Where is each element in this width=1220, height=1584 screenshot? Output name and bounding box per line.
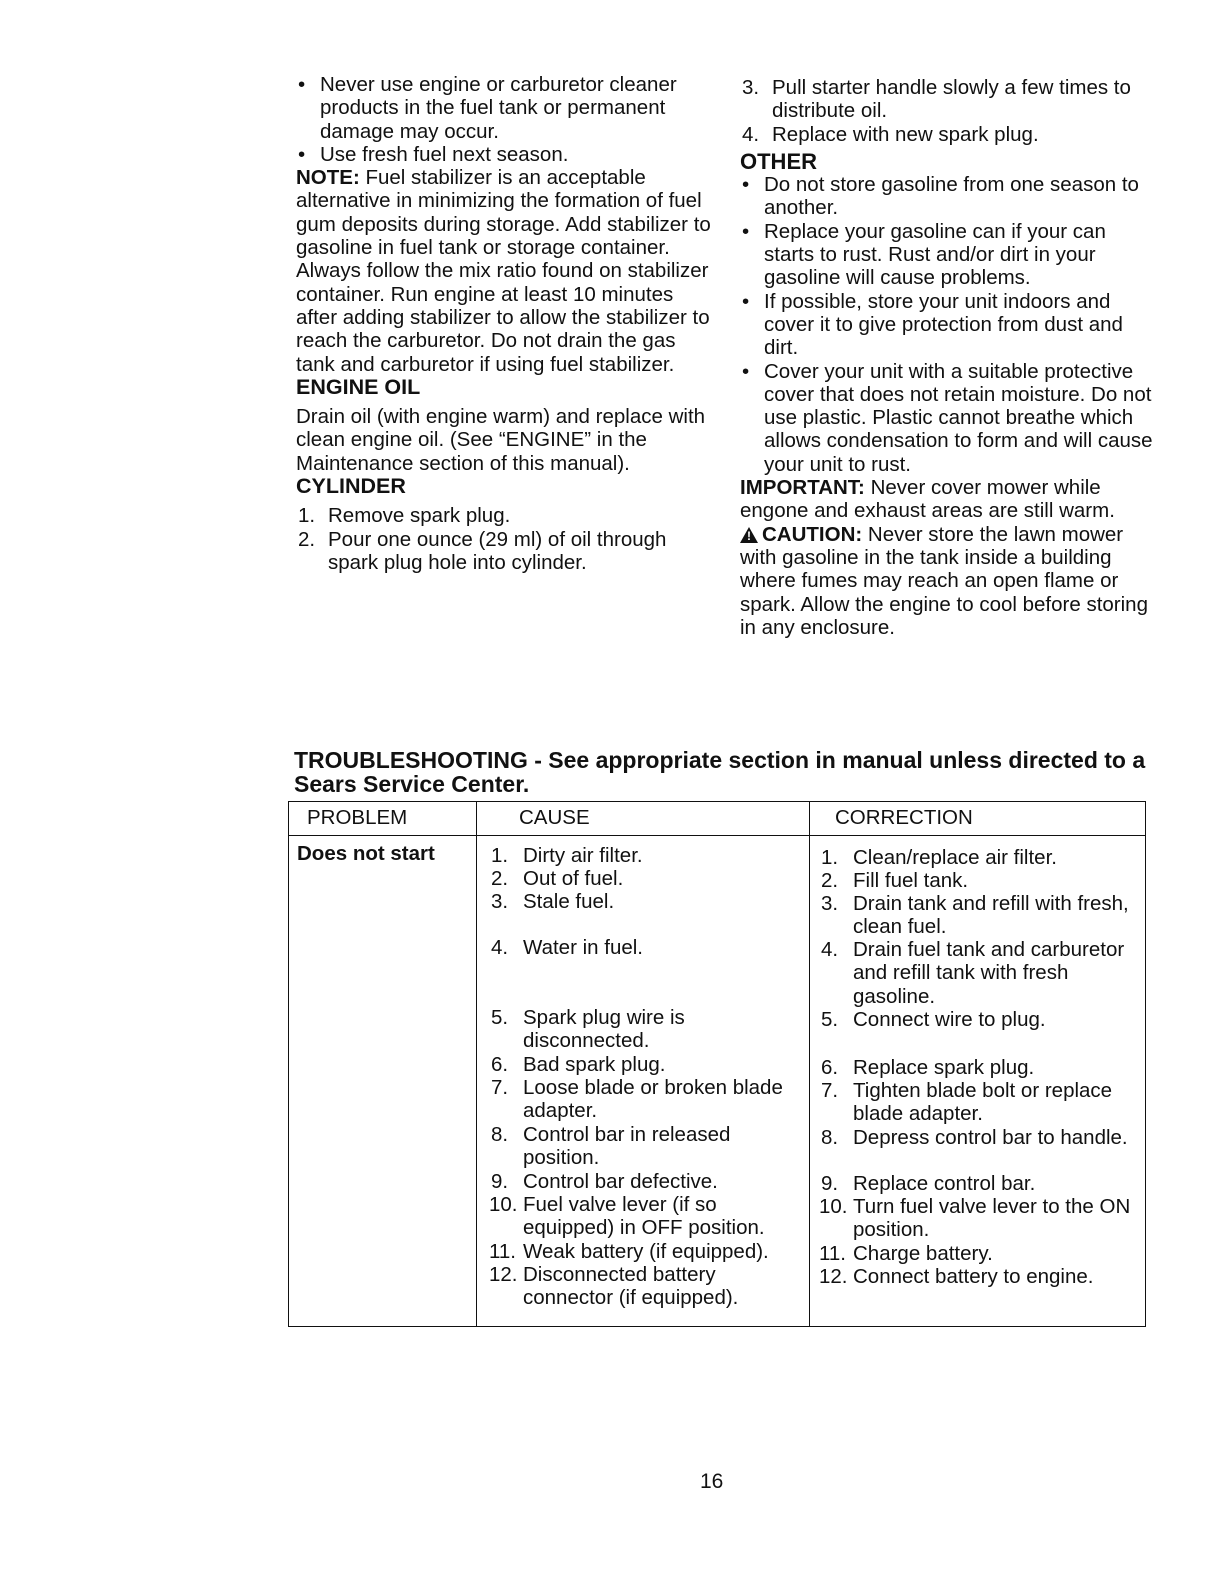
item-text: Control bar in released position. — [523, 1123, 731, 1170]
item-text: Water in fuel. — [523, 936, 644, 959]
correction-item-3 — [821, 892, 1139, 939]
note-paragraph — [296, 166, 716, 376]
item-number: 12. — [819, 1265, 848, 1288]
item-text: Depress control bar to handle. — [853, 1126, 1128, 1149]
item-text: Connect battery to engine. — [853, 1265, 1094, 1288]
correction-item-11 — [821, 1242, 1139, 1265]
other-bullet-4 — [740, 360, 1160, 476]
step-text: Remove spark plug. — [328, 504, 511, 528]
item-number: 3. — [821, 892, 839, 915]
item-text: Control bar defective. — [523, 1170, 718, 1193]
item-text: Dirty air filter. — [523, 844, 643, 867]
item-text: Spark plug wire is disconnected. — [523, 1006, 685, 1053]
item-text: Loose blade or broken blade adapter. — [523, 1076, 783, 1123]
cause-item-10 — [491, 1193, 807, 1240]
note-text: Fuel stabilizer is an acceptable alternative in minimizing the formation of fuel gum deposits during storage. Add stabilizer to gasoline in fuel tank or storage container. Always follow the mix ratio found on stabilizer container. Run engine at least 10 minutes after adding stabilizer to allow the stabilizer to reach the carburetor. Do not drain the gas tank and carburetor if using fuel stabilizer. — [296, 166, 711, 376]
item-number: 5. — [491, 1006, 509, 1029]
bullet-text: Use fresh fuel next season. — [320, 142, 569, 166]
step-number: 4. — [742, 122, 760, 146]
item-number: 7. — [491, 1076, 509, 1099]
item-number: 2. — [821, 869, 839, 892]
column-divider — [476, 802, 477, 1326]
cylinder-heading: CYLINDER — [296, 474, 406, 499]
cylinder-step-3 — [740, 76, 1160, 123]
item-text: Weak battery (if equipped). — [523, 1240, 769, 1263]
item-number: 4. — [491, 936, 509, 959]
cause-item-4 — [491, 936, 807, 959]
cause-item-12 — [491, 1263, 807, 1310]
bullet-text: If possible, store your unit indoors and cover it to give protection from dust and dirt. — [764, 289, 1123, 360]
cause-item-11 — [491, 1240, 807, 1263]
cause-item-9 — [491, 1170, 807, 1193]
right-column — [740, 76, 1160, 639]
other-bullet-1 — [740, 173, 1160, 220]
bullet-text: Never use engine or carburetor cleaner products in the fuel tank or permanent damage may occur. — [320, 73, 677, 143]
item-number: 9. — [491, 1170, 509, 1193]
item-text: Fill fuel tank. — [853, 869, 969, 892]
step-number: 3. — [742, 76, 760, 99]
bullet-text: Cover your unit with a suitable protective cover that does not retain moisture. Do not use plastic. Plastic cannot breathe which allows condensation to form and will cause your unit to rust. — [764, 359, 1153, 476]
important-text: Never cover mower while engone and exhaust areas are still warm. — [740, 476, 1115, 523]
item-text: Bad spark plug. — [523, 1053, 666, 1076]
step-text: Pull starter handle slowly a few times to distribute oil. — [772, 76, 1131, 123]
item-number: 8. — [821, 1126, 839, 1149]
cause-item-7 — [491, 1076, 807, 1123]
item-text: Charge battery. — [853, 1242, 993, 1265]
item-text: Connect wire to plug. — [853, 1008, 1046, 1031]
bullet-text: Do not store gasoline from one season to another. — [764, 173, 1139, 220]
item-number: 11. — [819, 1242, 846, 1265]
cause-item-6 — [491, 1053, 807, 1076]
item-number: 11. — [489, 1240, 516, 1263]
caution-text: Never store the lawn mower with gasoline in the tank inside a building where fumes may reach an open flame or spark. Allow the engine to cool before storing in any enclosure. — [740, 522, 1148, 639]
item-text: Out of fuel. — [523, 867, 624, 890]
item-text: Fuel valve lever (if so equipped) in OFF position. — [523, 1193, 765, 1240]
item-number: 10. — [819, 1195, 848, 1218]
other-bullet-2 — [740, 220, 1160, 290]
troubleshooting-title: TROUBLESHOOTING - See appropriate section in manual unless directed to a Sears Service Center. — [294, 747, 1146, 797]
item-text: Replace spark plug. — [853, 1056, 1035, 1079]
correction-item-12 — [821, 1265, 1139, 1288]
item-number: 3. — [491, 890, 509, 913]
other-bullet-3 — [740, 290, 1160, 360]
item-text: Disconnected battery connector (if equipped). — [523, 1263, 739, 1310]
step-number: 2. — [298, 527, 316, 551]
caution-paragraph — [740, 523, 1160, 639]
item-number: 7. — [821, 1079, 839, 1102]
header-cause: CAUSE — [519, 806, 590, 829]
header-divider — [289, 835, 1145, 836]
page-number: 16 — [700, 1470, 724, 1493]
left-column — [296, 73, 716, 574]
cylinder-step-2 — [296, 528, 716, 575]
item-text: Clean/replace air filter. — [853, 846, 1057, 869]
engine-oil-text: Drain oil (with engine warm) and replace with clean engine oil. (See “ENGINE” in the Maintenance section of this manual). — [296, 405, 706, 475]
other-heading: OTHER — [740, 148, 817, 174]
important-paragraph — [740, 476, 1160, 523]
cylinder-step-1 — [296, 504, 716, 527]
cause-item-5 — [491, 1006, 807, 1053]
item-number: 9. — [821, 1172, 839, 1195]
troubleshooting-table — [288, 801, 1146, 1327]
problem-cell: Does not start — [297, 842, 435, 865]
fuel-bullet-cleaner — [296, 73, 716, 143]
item-text: Stale fuel. — [523, 890, 615, 913]
item-number: 10. — [489, 1193, 518, 1216]
bullet-text: Replace your gasoline can if your can starts to rust. Rust and/or dirt in your gasoline will cause problems. — [764, 219, 1106, 290]
correction-item-1 — [821, 846, 1139, 869]
cause-item-3 — [491, 890, 807, 913]
item-number: 1. — [491, 844, 509, 867]
correction-item-10 — [821, 1195, 1139, 1242]
item-number: 2. — [491, 867, 509, 890]
correction-item-9 — [821, 1172, 1139, 1195]
correction-item-2 — [821, 869, 1139, 892]
item-number: 6. — [491, 1053, 509, 1076]
fuel-bullet-fresh — [296, 143, 716, 166]
correction-item-7 — [821, 1079, 1139, 1126]
correction-item-8 — [821, 1126, 1139, 1149]
step-number: 1. — [298, 504, 316, 528]
important-label: IMPORTANT: — [740, 476, 865, 500]
item-number: 1. — [821, 846, 839, 869]
item-text: Drain fuel tank and carburetor and refill tank with fresh gasoline. — [853, 938, 1125, 1008]
item-text: Drain tank and refill with fresh, clean fuel. — [853, 892, 1129, 939]
item-number: 12. — [489, 1263, 518, 1286]
cause-item-1 — [491, 844, 807, 867]
cause-item-8 — [491, 1123, 807, 1170]
correction-item-5 — [821, 1008, 1139, 1031]
item-text: Turn fuel valve lever to the ON position. — [853, 1195, 1131, 1242]
item-text: Tighten blade bolt or replace blade adapter. — [853, 1079, 1113, 1126]
caution-label: CAUTION: — [762, 522, 863, 546]
item-number: 4. — [821, 938, 839, 961]
item-number: 5. — [821, 1008, 839, 1031]
correction-item-6 — [821, 1056, 1139, 1079]
note-label: NOTE: — [296, 166, 360, 190]
column-divider — [809, 802, 810, 1326]
step-text: Pour one ounce (29 ml) of oil through spark plug hole into cylinder. — [328, 527, 667, 574]
engine-oil-heading: ENGINE OIL — [296, 374, 421, 399]
warning-triangle-icon — [740, 527, 758, 543]
cause-item-2 — [491, 867, 807, 890]
step-text: Replace with new spark plug. — [772, 122, 1039, 146]
item-number: 6. — [821, 1056, 839, 1079]
header-problem: PROBLEM — [307, 806, 408, 829]
correction-item-4 — [821, 938, 1139, 1008]
header-correction: CORRECTION — [835, 806, 973, 829]
item-text: Replace control bar. — [853, 1172, 1036, 1195]
item-number: 8. — [491, 1123, 509, 1146]
cylinder-step-4 — [740, 123, 1160, 146]
